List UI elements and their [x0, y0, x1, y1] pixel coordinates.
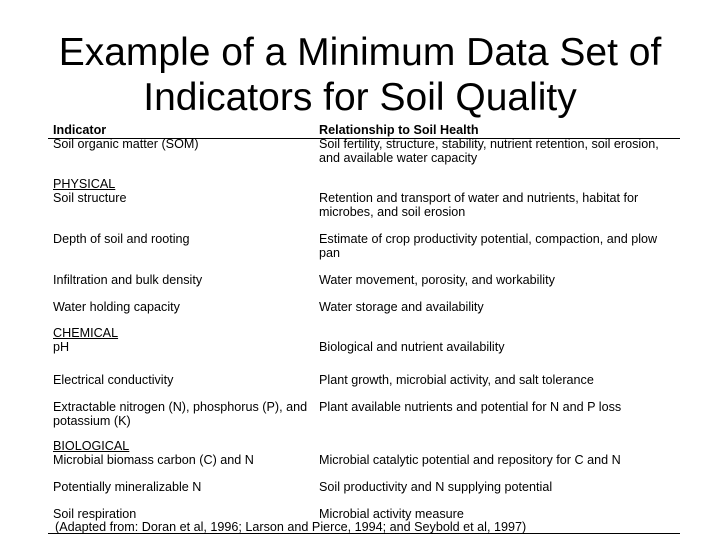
table-row-indicator: Microbial biomass carbon (C) and N: [53, 453, 254, 467]
section-heading-chemical: CHEMICAL: [53, 326, 119, 340]
table-row-relationship: Water movement, porosity, and workability: [319, 273, 555, 287]
section-heading-biological: BIOLOGICAL: [53, 439, 130, 453]
table-row-relationship: Retention and transport of water and nutrients, habitat for microbes, and soil erosion: [319, 191, 639, 219]
table-row-relationship: Plant growth, microbial activity, and salt tolerance: [319, 373, 594, 387]
table-footnote: (Adapted from: Doran et al, 1996; Larson and Pierce, 1994; and Seybold et al, 1997): [55, 520, 527, 534]
footer-divider: [48, 533, 680, 534]
table-row-relationship: Water storage and availability: [319, 300, 484, 314]
table-row-indicator: Electrical conductivity: [53, 373, 174, 387]
column-header-indicator: Indicator: [53, 123, 107, 137]
table-row-indicator: Soil structure: [53, 191, 127, 205]
table-row-indicator: Soil respiration: [53, 507, 137, 521]
slide-title: [40, 30, 680, 120]
column-header-relationship: Relationship to Soil Health: [319, 123, 479, 137]
table-row-indicator: Infiltration and bulk density: [53, 273, 203, 287]
table-row-relationship: Microbial activity measure: [319, 507, 464, 521]
table-row-indicator: pH: [53, 340, 70, 354]
table-row-indicator: Depth of soil and rooting: [53, 232, 190, 246]
slide-title-line-2: Indicators for Soil Quality: [143, 76, 577, 119]
slide-title-line-1: Example of a Minimum Data Set of: [58, 31, 662, 74]
table-row-relationship: Plant available nutrients and potential for N and P loss: [319, 400, 622, 414]
table-row-indicator: Soil organic matter (SOM): [53, 137, 199, 151]
table-row-relationship: Soil fertility, structure, stability, nutrient retention, soil erosion, and available water capacity: [319, 137, 659, 165]
soil-quality-indicator-table: [40, 119, 680, 539]
table-row-indicator: Extractable nitrogen (N), phosphorus (P), and potassium (K): [53, 400, 308, 428]
table-row-relationship: Soil productivity and N supplying potential: [319, 480, 553, 494]
section-heading-physical: PHYSICAL: [53, 177, 116, 191]
table-row-relationship: Estimate of crop productivity potential, compaction, and plow pan: [319, 232, 658, 260]
table-row-indicator: Water holding capacity: [53, 300, 180, 314]
table-row-relationship: Biological and nutrient availability: [319, 340, 505, 354]
table-row-indicator: Potentially mineralizable N: [53, 480, 202, 494]
table-row-relationship: Microbial catalytic potential and repository for C and N: [319, 453, 621, 467]
